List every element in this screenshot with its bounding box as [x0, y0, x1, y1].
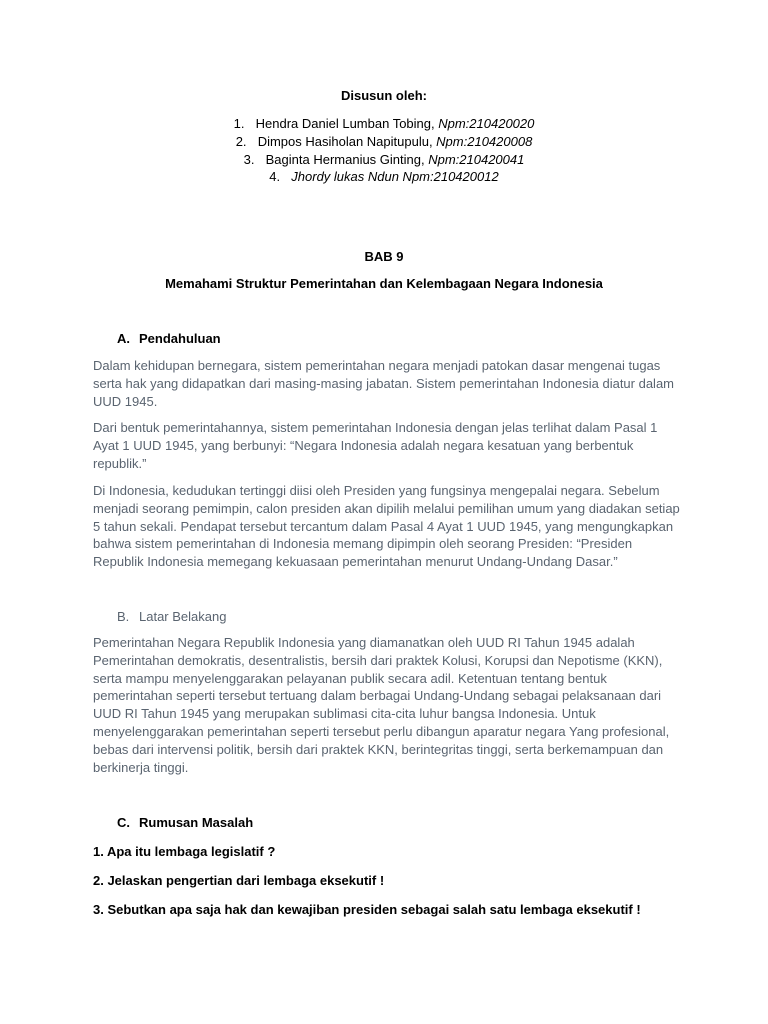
author-number: 2. [235, 134, 247, 149]
author-list-item [0, 168, 768, 186]
author-npm: Jhordy lukas Ndun Npm:210420012 [291, 169, 499, 184]
paragraph: Di Indonesia, kedudukan tertinggi diisi oleh Presiden yang fungsinya mengepalai negara. Sebelum menjadi seorang pemimpin, calon presiden akan dipilih melalui pemilihan umum yang diadakan setiap 5 tahun sekali. Pendapat tersebut tercantum dalam Pasal 4 Ayat 1 UUD 1945, yang mengungkapkan bahwa sistem pemerintahan di Indonesia memang dipimpin oleh seorang Presiden: “Presiden Republik Indonesia memegang kekuasaan pemerintahan menurut Undang-Undang Dasar.” [93, 483, 680, 570]
paragraph: Pemerintahan Negara Republik Indonesia yang diamanatkan oleh UUD RI Tahun 1945 adalah Pemerintahan demokratis, desentralistis, bersih dari praktek Kolusi, Korupsi dan Nepotisme (KKN), serta mampu menyelenggarakan pelayanan publik secara adil. Ketentuan tentang bentuk pemerintahan seperti tersebut tertuang dalam berbagai Undang-Undang sebagai pelaksanaan dari UUD RI Tahun 1945 yang merupakan sublimasi cita-cita luhur bangsa Indonesia. Untuk menyelenggarakan pemerintahan seperti tersebut perlu dibangun aparatur negara Yang profesional, bebas dari intervensi politik, bersih dari praktek KKN, berintegritas tinggi, serta berkemampuan dan berkinerja tinggi. [93, 635, 670, 775]
author-list-item [0, 151, 768, 169]
section-heading-latar-belakang [117, 609, 226, 624]
author-npm: Npm:210420041 [428, 152, 525, 167]
section-heading-pendahuluan [117, 331, 221, 346]
paragraph: Dalam kehidupan bernegara, sistem pemerintahan negara menjadi patokan dasar mengenai tugas serta hak yang didapatkan dari masing-masing jabatan. Sistem pemerintahan Indonesia diatur dalam UUD 1945. [93, 358, 675, 409]
question-item: 1. Apa itu lembaga legislatif ? [93, 844, 276, 859]
section-heading-rumusan-masalah [117, 815, 253, 830]
author-list-item [0, 133, 768, 151]
section-title: Rumusan Masalah [139, 815, 254, 830]
section-title: Latar Belakang [139, 609, 227, 624]
chapter-title: Memahami Struktur Pemerintahan dan Kelembagaan Negara Indonesia [165, 276, 603, 291]
author-npm: Npm:210420020 [438, 116, 535, 131]
section-letter: B. [117, 609, 130, 624]
question-item: 2. Jelaskan pengertian dari lembaga eksekutif ! [93, 873, 385, 888]
chapter-number: BAB 9 [364, 249, 404, 264]
author-number: 1. [233, 116, 245, 131]
author-number: 4. [269, 169, 281, 184]
author-npm: Npm:210420008 [436, 134, 533, 149]
paragraph: Dari bentuk pemerintahannya, sistem pemerintahan Indonesia dengan jelas terlihat dalam Pasal 1 Ayat 1 UUD 1945, yang berbunyi: “Negara Indonesia adalah negara kesatuan yang berbentuk republik.” [93, 420, 658, 471]
section-letter: A. [117, 331, 130, 346]
question-item: 3. Sebutkan apa saja hak dan kewajiban presiden sebagai salah satu lembaga eksekutif ! [93, 902, 641, 917]
section-title: Pendahuluan [139, 331, 221, 346]
author-name: Dimpos Hasiholan Napitupulu, [257, 134, 437, 149]
author-name: Hendra Daniel Lumban Tobing, [255, 116, 439, 131]
section-letter: C. [117, 815, 130, 830]
author-number: 3. [243, 152, 255, 167]
author-name: Baginta Hermanius Ginting, [265, 152, 429, 167]
compiled-by-label: Disusun oleh: [341, 88, 427, 103]
author-list-item [0, 115, 768, 133]
